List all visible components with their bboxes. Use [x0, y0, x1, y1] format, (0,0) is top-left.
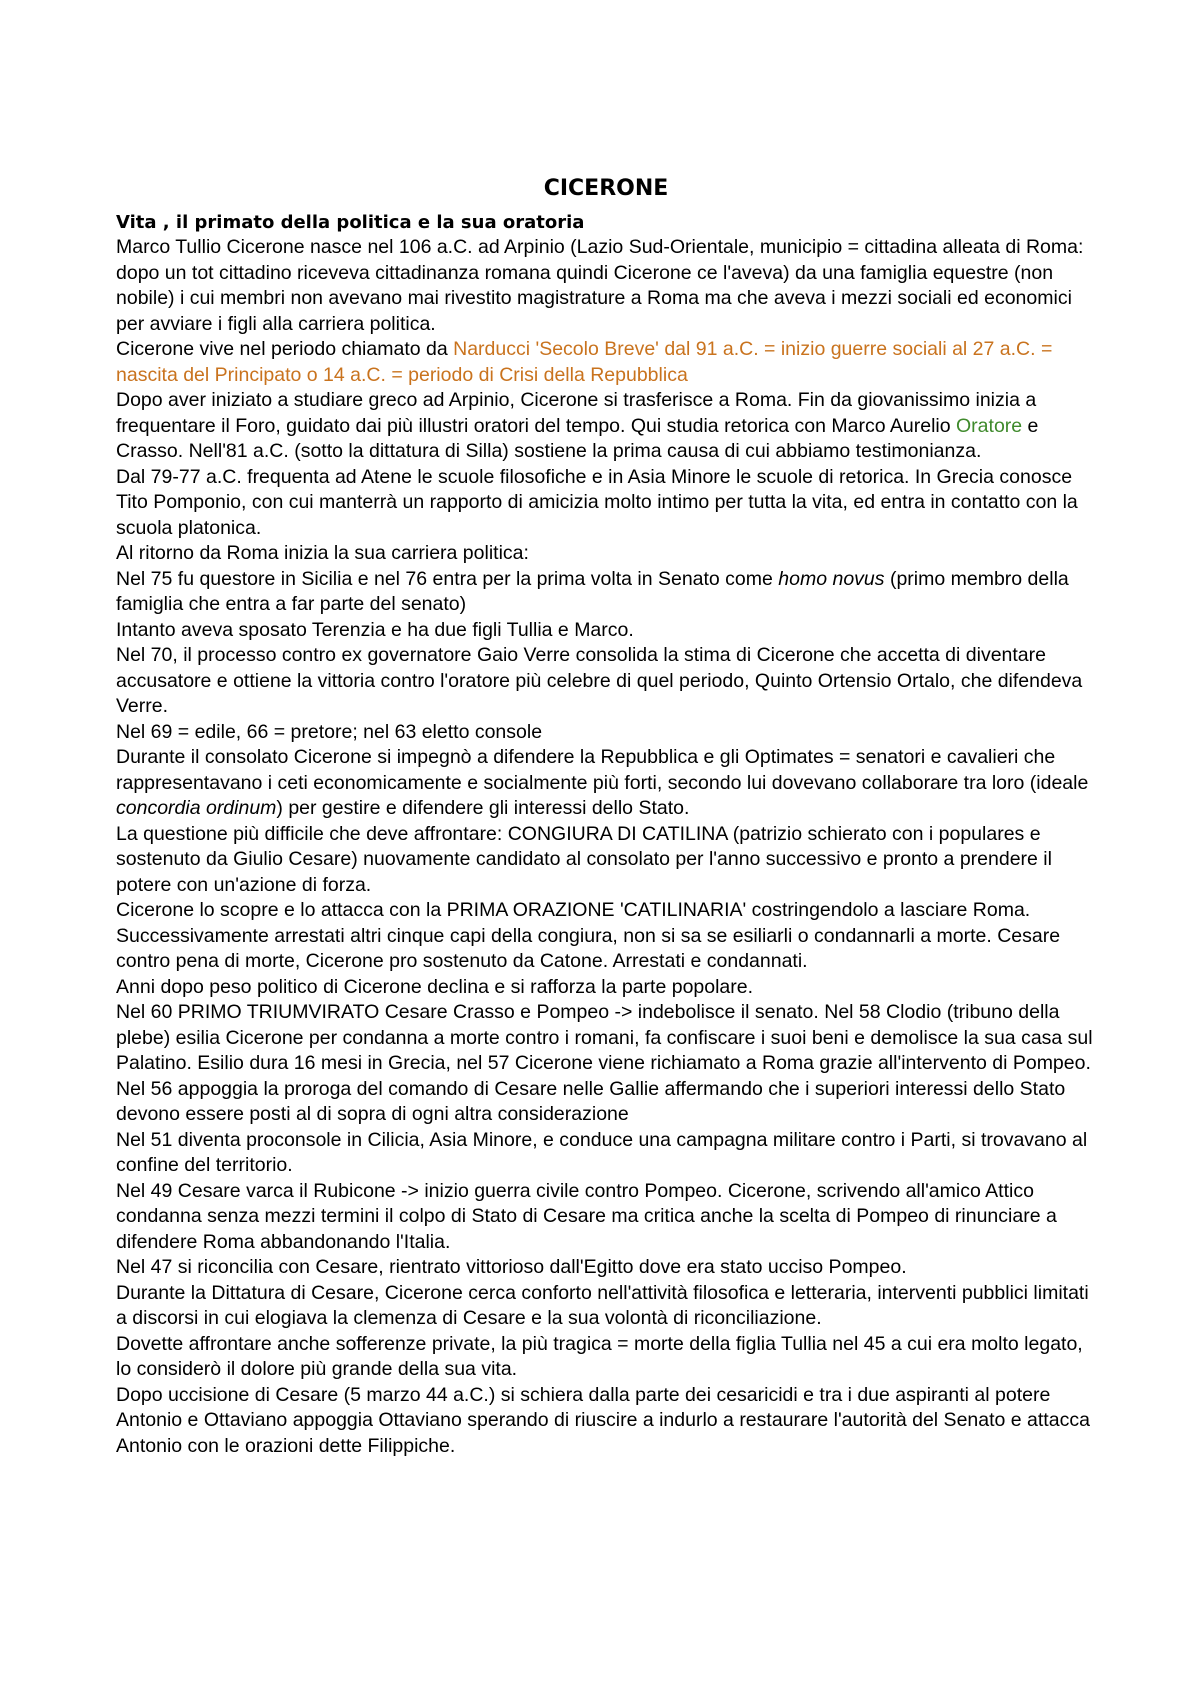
paragraph: Dovette affrontare anche sofferenze private, la più tragica = morte della figlia Tullia nel 45 a cui era molto legato, lo considerò il dolore più grande della sua vita. [116, 1332, 1083, 1380]
paragraph-text: Nel 75 fu questore in Sicilia e nel 76 entra per la prima volta in Senato come [116, 567, 779, 590]
paragraph-text: ) per gestire e difendere gli interessi dello Stato. [276, 797, 690, 819]
paragraph: Nel 56 appoggia la proroga del comando di Cesare nelle Gallie affermando che i superiori interessi dello Stato devono essere posti al di sopra di ogni altra considerazione [116, 1077, 1066, 1125]
paragraph: Anni dopo peso politico di Cicerone declina e si rafforza la parte popolare. [116, 975, 754, 998]
paragraph-text: (primo membro della famiglia che entra a far parte del senato) [116, 567, 1069, 615]
paragraph [116, 388, 1096, 465]
paragraph-text: Dopo aver iniziato a studiare greco ad Arpinio, Cicerone si trasferisce a Roma. Fin da giovanissimo inizia a frequentare il Foro, guidato dai più illustri oratori del tempo. Qui studia retorica con Marco Aurelio [116, 389, 1037, 437]
paragraph: Cicerone lo scopre e lo attacca con la PRIMA ORAZIONE 'CATILINARIA' costringendolo a lasciare Roma. Successivamente arrestati altri cinque capi della congiura, non si sa se esiliarli o condannarli a morte. Cesare contro pena di morte, Cicerone pro sostenuto da Catone. Arrestati e condannati. [116, 899, 1061, 972]
document-body [116, 235, 1096, 1459]
document-page [116, 176, 1096, 1459]
paragraph: Nel 70, il processo contro ex governatore Gaio Verre consolida la stima di Cicerone che accetta di diventare accusatore e ottiene la vittoria contro l'oratore più celebre di quel periodo, Quinto Ortensio Ortalo, che difendeva Verre. [116, 644, 1083, 717]
italic-term: concordia ordinum [116, 797, 277, 819]
paragraph: Marco Tullio Cicerone nasce nel 106 a.C. ad Arpinio (Lazio Sud-Orientale, municipio = cittadina alleata di Roma: dopo un tot cittadino riceveva cittadinanza romana quindi Cicerone ce l'aveva) da una famiglia equestre (non nobile) i cui membri non avevano mai rivestito magistrature a Roma ma che aveva i mezzi sociali ed economici per avviare i figli alla carriera politica. [116, 236, 1084, 335]
paragraph: Dopo uccisione di Cesare (5 marzo 44 a.C.) si schiera dalla parte dei cesaricidi e tra i due aspiranti al potere Antonio e Ottaviano appoggia Ottaviano sperando di riuscire a indurlo a restaurare l'autorità del Senato e attacca Antonio con le orazioni dette Filippiche. [116, 1383, 1090, 1457]
paragraph [116, 567, 1096, 618]
paragraph [116, 745, 1096, 822]
paragraph: Nel 69 = edile, 66 = pretore; nel 63 eletto console [116, 720, 543, 743]
paragraph: Al ritorno da Roma inizia la sua carriera politica: [116, 542, 529, 564]
paragraph-text: Cicerone vive nel periodo chiamato da [116, 338, 454, 360]
italic-term: homo novus [778, 567, 885, 590]
paragraph: Dal 79-77 a.C. frequenta ad Atene le scuole filosofiche e in Asia Minore le scuole di retorica. In Grecia conosce Tito Pomponio, con cui manterrà un rapporto di amicizia molto intimo per tutta la vita, ed entra in contatto con la scuola platonica. [116, 465, 1078, 539]
paragraph: Durante la Dittatura di Cesare, Cicerone cerca conforto nell'attività filosofica e letteraria, interventi pubblici limitati a discorsi in cui elogiava la clemenza di Cesare e la sua volontà di riconciliazione. [116, 1281, 1089, 1329]
paragraph: La questione più difficile che deve affrontare: CONGIURA DI CATILINA (patrizio schierato con i populares e sostenuto da Giulio Cesare) nuovamente candidato al consolato per l'anno successivo e pronto a prendere il potere con un'azione di forza. [116, 822, 1052, 896]
highlighted-text: Narducci 'Secolo Breve' dal 91 a.C. = inizio guerre sociali al 27 a.C. = nascita del Principato o 14 a.C. = periodo di Crisi della Repubblica [116, 338, 1053, 386]
paragraph [116, 337, 1096, 388]
paragraph: Nel 51 diventa proconsole in Cilicia, Asia Minore, e conduce una campagna militare contro i Parti, si trovavano al confine del territorio. [116, 1128, 1088, 1176]
paragraph: Nel 60 PRIMO TRIUMVIRATO Cesare Crasso e Pompeo -> indebolisce il senato. Nel 58 Clodio (tribuno della plebe) esilia Cicerone per condanna a morte contro i romani, fa confiscare i suoi beni e demolisce la sua casa sul Palatino. Esilio dura 16 mesi in Grecia, nel 57 Cicerone viene richiamato a Roma grazie all'intervento di Pompeo. [116, 1001, 1093, 1074]
paragraph: Intanto aveva sposato Terenzia e ha due figli Tullia e Marco. [116, 618, 634, 641]
paragraph-text: Durante il consolato Cicerone si impegnò a difendere la Repubblica e gli Optimates = senatori e cavalieri che rappresentavano i ceti economicamente e socialmente più forti, secondo lui dovevano collaborare tra loro (ideale [116, 746, 1089, 794]
paragraph-text: e Crasso. Nell'81 a.C. (sotto la dittatura di Silla) sostiene la prima causa di cui abbiamo testimonianza. [116, 414, 1039, 462]
highlighted-text: Oratore [956, 414, 1023, 437]
section-subtitle: Vita , il primato della politica e la sua oratoria [116, 212, 585, 233]
paragraph: Nel 47 si riconcilia con Cesare, rientrato vittorioso dall'Egitto dove era stato ucciso Pompeo. [116, 1256, 907, 1278]
page-title: CICERONE [543, 176, 669, 201]
paragraph: Nel 49 Cesare varca il Rubicone -> inizio guerra civile contro Pompeo. Cicerone, scrivendo all'amico Attico condanna senza mezzi termini il colpo di Stato di Cesare ma critica anche la scelta di Pompeo di rinunciare a difendere Roma abbandonando l'Italia. [116, 1179, 1057, 1253]
